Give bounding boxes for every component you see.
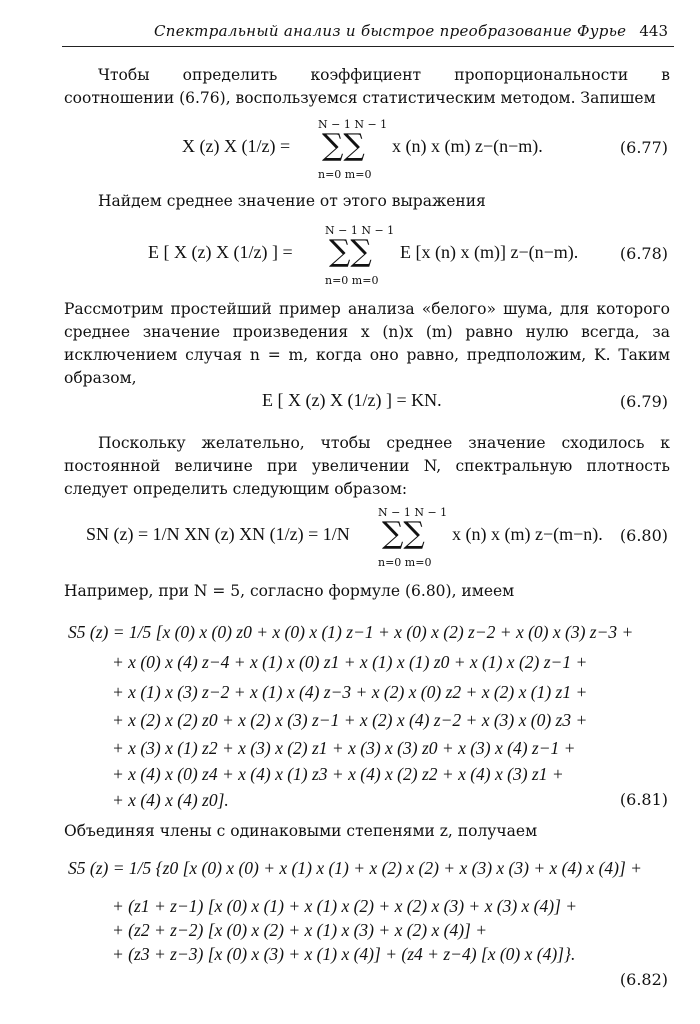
eq679-text: E [ X (z) X (1/z) ] = KN. [262,390,442,410]
eq680-number: (6.80) [619,526,668,545]
eq681-line-3: + x (1) x (3) z−2 + x (1) x (4) z−3 + x (2) x (0) z2 + x (2) x (1) z1 + [112,682,588,702]
eq681-line-2: + x (0) x (4) z−4 + x (1) x (0) z1 + x (1) x (1) z0 + x (1) x (2) z−1 + [112,652,588,672]
eq678-sum-top: N − 1 N − 1 [325,224,395,237]
eq682-line-1: S5 (z) = 1/5 {z0 [x (0) x (0) + x (1) x (1) + x (2) x (2) + x (3) x (3) + x (4) x (4)] + [68,858,642,878]
eq681-line-7: + x (4) x (4) z0]. [112,790,229,810]
paragraph-3: Рассмотрим простейший пример анализа «белого» шума, для которого среднее значение произведения x (n)x (m) равно нулю всегда, за исключением случая n = m, когда оно равно, предположим, K. Таким образом, [64,300,670,387]
eq678-number: (6.78) [619,244,668,263]
paragraph-5: Например, при N = 5, согласно формуле (6.80), имеем [64,582,515,600]
eq681-line-6: + x (4) x (0) z4 + x (4) x (1) z3 + x (4) x (2) z2 + x (4) x (3) z1 + [112,764,564,784]
paragraph-6: Объединяя члены с одинаковыми степенями z, получаем [64,822,538,840]
eq677-rhs: x (n) x (m) z−(n−m). [392,136,543,156]
eq678-lhs: E [ X (z) X (1/z) ] = [148,242,293,262]
header-title: Спектральный анализ и быстрое преобразование Фурье [154,22,627,40]
paragraph-4: Поскольку желательно, чтобы среднее значение сходилось к постоянной величине при увеличении N, спектральную плотность следует определить следующим образом: [64,434,670,498]
eq678-sum-bottom: n=0 m=0 [325,274,379,287]
page-number: 443 [639,22,668,40]
eq681-number: (6.81) [619,790,668,809]
eq682-number: (6.82) [619,970,668,989]
eq682-line-4: + (z3 + z−3) [x (0) x (3) + x (1) x (4)] + (z4 + z−4) [x (0) x (4)]}. [112,944,576,964]
eq680-rhs: x (n) x (m) z−(m−n). [452,524,603,544]
paragraph-2: Найдем среднее значение от этого выражения [98,192,486,210]
eq681-line-5: + x (3) x (1) z2 + x (3) x (2) z1 + x (3) x (3) z0 + x (3) x (4) z−1 + [112,738,576,758]
eq680-sum-top: N − 1 N − 1 [378,506,448,519]
paragraph-1: Чтобы определить коэффициент пропорциональности в соотношении (6.76), воспользуемся статистическим методом. Запишем [64,66,670,107]
eq677-sum-bottom: n=0 m=0 [318,168,372,181]
eq677-sum-top: N − 1 N − 1 [318,118,388,131]
eq677-number: (6.77) [619,138,668,157]
running-header [62,18,674,47]
sum-symbol: ∑∑ [329,234,372,269]
eq680-sum-bottom: n=0 m=0 [378,556,432,569]
sum-symbol: ∑∑ [322,128,365,163]
eq681-line-4: + x (2) x (2) z0 + x (2) x (3) z−1 + x (2) x (4) z−2 + x (3) x (0) z3 + [112,710,588,730]
eq677-lhs: X (z) X (1/z) = [182,136,291,156]
eq680-lhs: SN (z) = 1/N XN (z) XN (1/z) = 1/N [86,524,350,544]
eq679-number: (6.79) [619,392,668,411]
eq682-line-3: + (z2 + z−2) [x (0) x (2) + x (1) x (3) + x (2) x (4)] + [112,920,488,940]
eq678-rhs: E [x (n) x (m)] z−(n−m). [400,242,579,262]
eq681-line-1: S5 (z) = 1/5 [x (0) x (0) z0 + x (0) x (1) z−1 + x (0) x (2) z−2 + x (0) x (3) z−3 + [68,622,634,642]
sum-symbol: ∑∑ [382,516,425,551]
eq682-line-2: + (z1 + z−1) [x (0) x (1) + x (1) x (2) + x (2) x (3) + x (3) x (4)] + [112,896,578,916]
